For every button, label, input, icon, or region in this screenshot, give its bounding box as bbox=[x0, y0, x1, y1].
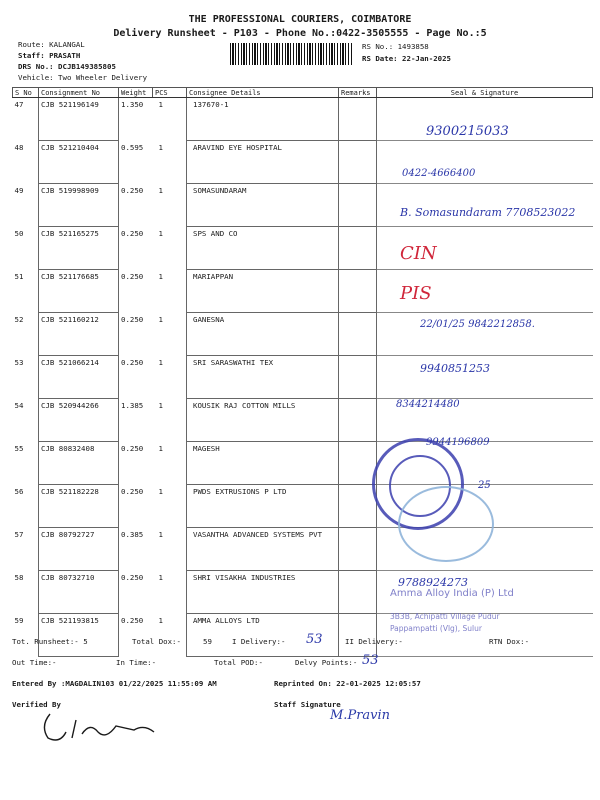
drs-number: DRS No.: DCJB149385805 bbox=[18, 62, 116, 71]
row-sno: 50 bbox=[14, 228, 24, 238]
col-sno: S No bbox=[13, 88, 39, 98]
staff-signature-hand: M.Pravin bbox=[330, 708, 391, 723]
table-row bbox=[13, 227, 593, 270]
stamp-address-1: 3B3B, Achipatti Village Pudur bbox=[390, 612, 500, 621]
rs-number: RS No.: 1493858 bbox=[362, 42, 429, 51]
row-sno: 47 bbox=[14, 100, 24, 109]
row-pcs: 1 bbox=[158, 357, 163, 367]
row-consignee: 137670-1 bbox=[187, 98, 339, 141]
delvy-points-label: Delvy Points:- bbox=[295, 658, 358, 667]
row-consignee: VASANTHA ADVANCED SYSTEMS PVT bbox=[187, 528, 339, 571]
row-consignment-no: CJB 520944266 bbox=[39, 399, 119, 442]
col-remarks: Remarks bbox=[339, 88, 377, 98]
delvy-points-value: 53 bbox=[362, 653, 379, 668]
row-weight: 0.250 bbox=[121, 314, 144, 324]
col-weight: Weight bbox=[119, 88, 153, 98]
ii-delivery-label: II Delivery:- bbox=[345, 637, 403, 646]
row-sno: 53 bbox=[14, 357, 24, 367]
table-row bbox=[13, 485, 593, 528]
staff-label: Staff: PRASATH bbox=[18, 51, 81, 60]
address-stamp bbox=[372, 586, 586, 646]
row-sno: 58 bbox=[14, 572, 24, 582]
handwritten-note: 9788924273 bbox=[398, 576, 468, 589]
row-sno: 48 bbox=[14, 142, 24, 152]
row-sno: 49 bbox=[14, 185, 24, 195]
barcode-icon bbox=[230, 43, 352, 65]
row-sno: 56 bbox=[14, 486, 24, 496]
row-consignment-no: CJB 521210404 bbox=[39, 141, 119, 184]
row-remarks bbox=[339, 571, 377, 614]
rs-date: RS Date: 22-Jan-2025 bbox=[362, 54, 451, 63]
row-weight: 0.595 bbox=[121, 142, 144, 152]
row-remarks bbox=[339, 528, 377, 571]
row-remarks bbox=[339, 356, 377, 399]
row-remarks bbox=[339, 270, 377, 313]
row-remarks bbox=[339, 141, 377, 184]
row-weight: 0.250 bbox=[121, 228, 144, 238]
row-consignment-no: CJB 80832408 bbox=[39, 442, 119, 485]
row-pcs: 1 bbox=[158, 185, 163, 195]
row-remarks bbox=[339, 485, 377, 528]
row-consignee: KOUSIK RAJ COTTON MILLS bbox=[187, 399, 339, 442]
row-consignee: AMMA ALLOYS LTD bbox=[187, 614, 339, 657]
runsheet-table bbox=[12, 87, 593, 657]
table-row bbox=[13, 442, 593, 485]
row-sno: 57 bbox=[14, 529, 24, 539]
row-consignee: SOMASUNDARAM bbox=[187, 184, 339, 227]
row-pcs: 1 bbox=[158, 271, 163, 281]
row-consignee: SRI SARASWATHI TEX bbox=[187, 356, 339, 399]
total-dox-value: 59 bbox=[203, 637, 212, 646]
table-row bbox=[13, 141, 593, 184]
row-pcs: 1 bbox=[158, 615, 163, 625]
i-delivery-value: 53 bbox=[306, 632, 323, 647]
row-consignee: SPS AND CO bbox=[187, 227, 339, 270]
total-dox-label: Total Dox:- bbox=[132, 637, 181, 646]
row-remarks bbox=[339, 399, 377, 442]
row-consignment-no: CJB 521196149 bbox=[39, 98, 119, 141]
col-seal-signature: Seal & Signature bbox=[377, 88, 593, 98]
total-pod-label: Total POD:- bbox=[214, 658, 263, 667]
row-sno: 55 bbox=[14, 443, 24, 453]
table-header-row bbox=[13, 88, 593, 98]
handwritten-note: 9940851253 bbox=[420, 362, 490, 375]
stamp-company: Amma Alloy India (P) Ltd bbox=[390, 588, 514, 599]
row-pcs: 1 bbox=[158, 572, 163, 582]
i-delivery-label: I Delivery:- bbox=[232, 637, 286, 646]
row-remarks bbox=[339, 184, 377, 227]
row-consignment-no: CJB 521165275 bbox=[39, 227, 119, 270]
row-consignment-no: CJB 80792727 bbox=[39, 528, 119, 571]
handwritten-note: 25 bbox=[478, 480, 491, 491]
staff-signature-label: Staff Signature bbox=[274, 700, 341, 709]
verified-signature-icon bbox=[36, 704, 166, 746]
col-pcs: PCS bbox=[153, 88, 187, 98]
handwritten-note: 9300215033 bbox=[426, 124, 509, 139]
handwritten-note: 8344214480 bbox=[396, 399, 460, 410]
row-weight: 0.250 bbox=[121, 271, 144, 281]
row-seal-signature bbox=[377, 184, 593, 227]
handwritten-note: B. Somasundaram 7708523022 bbox=[400, 206, 576, 219]
row-remarks bbox=[339, 98, 377, 141]
verified-by-label: Verified By bbox=[12, 700, 61, 709]
row-weight: 0.250 bbox=[121, 357, 144, 367]
row-pcs: 1 bbox=[158, 100, 163, 109]
table-row bbox=[13, 399, 593, 442]
tot-runsheet: Tot. Runsheet:- 5 bbox=[12, 637, 88, 646]
row-weight: 0.385 bbox=[121, 529, 144, 539]
receipt-seal-icon bbox=[398, 486, 494, 562]
handwritten-note: PIS bbox=[400, 283, 432, 304]
row-consignee: GANESNA bbox=[187, 313, 339, 356]
vehicle-label: Vehicle: Two Wheeler Delivery bbox=[18, 73, 148, 82]
row-remarks bbox=[339, 614, 377, 657]
row-consignment-no: CJB 521193815 bbox=[39, 614, 119, 657]
handwritten-note: 0422-4666400 bbox=[402, 168, 476, 179]
row-consignee: SHRI VISAKHA INDUSTRIES bbox=[187, 571, 339, 614]
in-time-label: In Time:- bbox=[116, 658, 157, 667]
row-weight: 0.250 bbox=[121, 615, 144, 625]
row-pcs: 1 bbox=[158, 314, 163, 324]
row-consignee: MAGESH bbox=[187, 442, 339, 485]
row-consignment-no: CJB 521182228 bbox=[39, 485, 119, 528]
row-sno: 54 bbox=[14, 400, 24, 410]
stamp-address-2: Pappampatti (Vlg), Sulur bbox=[390, 624, 482, 633]
handwritten-note: 22/01/25 9842212858. bbox=[420, 319, 535, 330]
handwritten-note: 9944196809 bbox=[426, 437, 490, 448]
row-sno: 52 bbox=[14, 314, 24, 324]
row-pcs: 1 bbox=[158, 400, 163, 410]
row-remarks bbox=[339, 313, 377, 356]
entered-by: Entered By :MAGDALIN103 01/22/2025 11:55:09 AM bbox=[12, 679, 217, 688]
row-remarks bbox=[339, 227, 377, 270]
row-remarks bbox=[339, 442, 377, 485]
row-pcs: 1 bbox=[158, 443, 163, 453]
row-pcs: 1 bbox=[158, 228, 163, 238]
row-consignee: MARIAPPAN bbox=[187, 270, 339, 313]
row-consignment-no: CJB 519998909 bbox=[39, 184, 119, 227]
rtn-dox-label: RTN Dox:- bbox=[489, 637, 530, 646]
route-label: Route: KALANGAL bbox=[18, 40, 85, 49]
table-row bbox=[13, 356, 593, 399]
row-sno: 51 bbox=[14, 271, 24, 281]
table-row bbox=[13, 184, 593, 227]
row-consignment-no: CJB 521066214 bbox=[39, 356, 119, 399]
row-weight: 0.250 bbox=[121, 572, 144, 582]
row-sno: 59 bbox=[14, 615, 24, 625]
row-consignment-no: CJB 80732710 bbox=[39, 571, 119, 614]
row-pcs: 1 bbox=[158, 529, 163, 539]
row-consignment-no: CJB 521160212 bbox=[39, 313, 119, 356]
row-weight: 1.350 bbox=[121, 100, 144, 109]
col-consignee: Consignee Details bbox=[187, 88, 339, 98]
row-weight: 1.385 bbox=[121, 400, 144, 410]
row-pcs: 1 bbox=[158, 486, 163, 496]
reprinted-on: Reprinted On: 22-01-2025 12:05:57 bbox=[274, 679, 421, 688]
col-consignment: Consignment No bbox=[39, 88, 119, 98]
row-weight: 0.250 bbox=[121, 486, 144, 496]
table-row bbox=[13, 528, 593, 571]
row-consignment-no: CJB 521176685 bbox=[39, 270, 119, 313]
row-consignee: ARAVIND EYE HOSPITAL bbox=[187, 141, 339, 184]
row-pcs: 1 bbox=[158, 142, 163, 152]
out-time-label: Out Time:- bbox=[12, 658, 57, 667]
handwritten-note: CIN bbox=[400, 243, 437, 264]
document-subtitle: Delivery Runsheet - P103 - Phone No.:0422-3505555 - Page No.:5 bbox=[113, 28, 487, 39]
row-weight: 0.250 bbox=[121, 185, 144, 195]
document-title: THE PROFESSIONAL COURIERS, COIMBATORE bbox=[188, 14, 412, 25]
row-weight: 0.250 bbox=[121, 443, 144, 453]
table-row bbox=[13, 270, 593, 313]
row-consignee: PWDS EXTRUSIONS P LTD bbox=[187, 485, 339, 528]
